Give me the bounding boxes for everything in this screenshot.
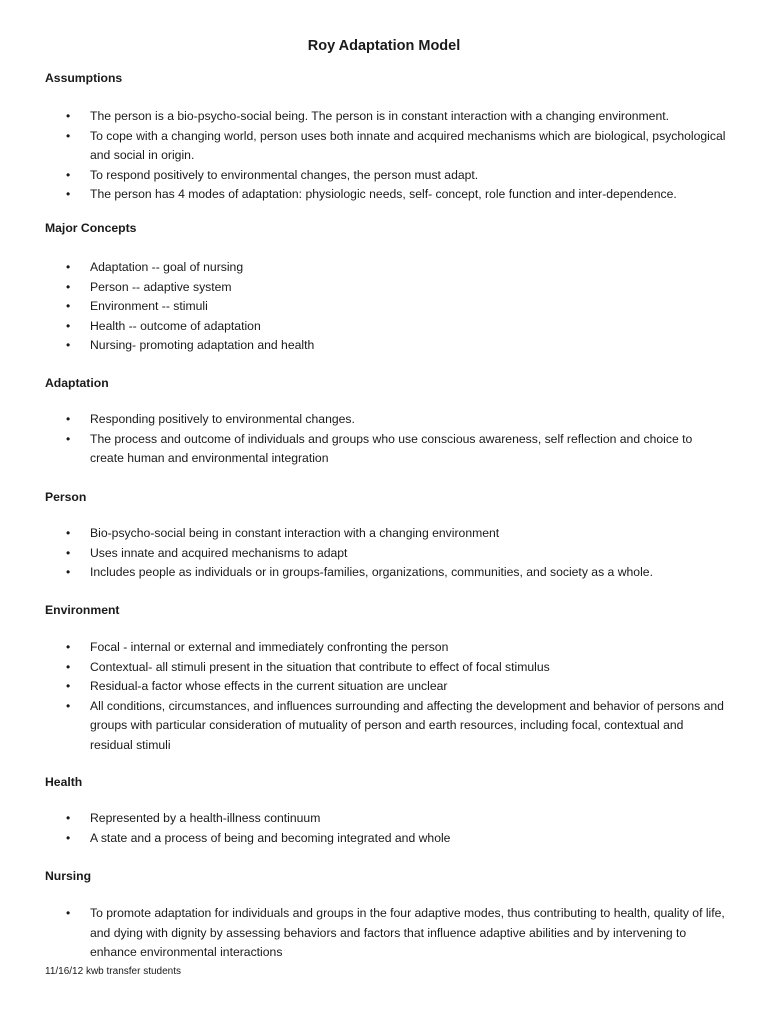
bullet-icon: • bbox=[66, 431, 71, 446]
bullet-icon: • bbox=[66, 526, 71, 540]
bullet-icon: • bbox=[66, 659, 71, 674]
bullet-icon: • bbox=[66, 412, 71, 426]
section-heading-major-concepts: Major Concepts bbox=[45, 221, 137, 235]
bullet-icon: • bbox=[66, 109, 71, 123]
major-concepts-list bbox=[0, 258, 768, 356]
bullet-icon: • bbox=[66, 299, 71, 313]
list-item: • The process and outcome of individuals and groups who use conscious awareness, self reflection and choice to create human and environmental integration bbox=[66, 431, 693, 465]
nursing-list bbox=[0, 904, 768, 963]
document-title: Roy Adaptation Model bbox=[307, 38, 461, 54]
list-item: • All conditions, circumstances, and influences surrounding and affecting the development and behavior of persons and groups with particular consideration of mutuality of person and earth resources, including focal, contextual and residual stimuli bbox=[66, 698, 724, 752]
bullet-icon: • bbox=[66, 187, 71, 201]
list-item: • The person is a bio-psycho-social being. The person is in constant interaction with a changing environment. bbox=[0, 107, 768, 127]
person-list bbox=[0, 524, 768, 583]
environment-list bbox=[0, 638, 768, 755]
list-item: • Residual-a factor whose effects in the current situation are unclear bbox=[0, 677, 768, 697]
section-heading-health: Health bbox=[45, 775, 83, 789]
section-heading-person: Person bbox=[45, 490, 87, 504]
bullet-icon: • bbox=[66, 830, 71, 845]
list-item: • Responding positively to environmental changes. bbox=[0, 410, 768, 430]
list-item: • Bio-psycho-social being in constant interaction with a changing environment bbox=[0, 524, 768, 544]
health-list bbox=[0, 809, 768, 848]
section-heading-environment: Environment bbox=[45, 603, 120, 617]
list-item: • To cope with a changing world, person uses both innate and acquired mechanisms which are biological, psychological and social in origin. bbox=[66, 128, 726, 162]
bullet-icon: • bbox=[66, 128, 71, 143]
section-heading-adaptation: Adaptation bbox=[45, 376, 109, 390]
bullet-icon: • bbox=[66, 260, 71, 274]
bullet-icon: • bbox=[66, 318, 71, 333]
bullet-icon: • bbox=[66, 906, 71, 920]
bullet-icon: • bbox=[66, 640, 71, 654]
bullet-icon: • bbox=[66, 679, 71, 693]
list-item: • Environment -- stimuli bbox=[0, 297, 768, 317]
list-item: • Contextual- all stimuli present in the situation that contribute to effect of focal stimulus bbox=[0, 658, 768, 678]
adaptation-list bbox=[0, 410, 768, 469]
list-item: • Focal - internal or external and immediately confronting the person bbox=[0, 638, 768, 658]
list-item: • To promote adaptation for individuals and groups in the four adaptive modes, thus contributing to health, quality of life, and dying with dignity by assessing behaviors and factors that influence adaptive abilities and by intervening to enhance environmental interactions bbox=[66, 906, 725, 959]
list-item: • Health -- outcome of adaptation bbox=[0, 317, 768, 337]
bullet-icon: • bbox=[66, 279, 71, 294]
list-item: • Person -- adaptive system bbox=[0, 278, 768, 298]
list-item: • Adaptation -- goal of nursing bbox=[0, 258, 768, 278]
bullet-icon: • bbox=[66, 565, 71, 579]
bullet-icon: • bbox=[66, 167, 71, 182]
bullet-icon: • bbox=[66, 545, 71, 560]
bullet-icon: • bbox=[66, 698, 71, 713]
assumptions-list bbox=[0, 107, 768, 205]
list-item: • Includes people as individuals or in groups-families, organizations, communities, and society as a whole. bbox=[0, 563, 768, 583]
list-item: • Nursing- promoting adaptation and health bbox=[0, 336, 768, 356]
section-heading-assumptions: Assumptions bbox=[45, 71, 123, 85]
list-item: • Represented by a health-illness continuum bbox=[0, 809, 768, 829]
list-item: • To respond positively to environmental changes, the person must adapt. bbox=[0, 166, 768, 186]
bullet-icon: • bbox=[66, 338, 71, 352]
page-footer: 11/16/12 kwb transfer students bbox=[45, 966, 182, 977]
bullet-icon: • bbox=[66, 811, 71, 825]
list-item: • Uses innate and acquired mechanisms to adapt bbox=[0, 544, 768, 564]
list-item: • The person has 4 modes of adaptation: physiologic needs, self- concept, role function and inter-dependence. bbox=[0, 185, 768, 205]
section-heading-nursing: Nursing bbox=[45, 869, 92, 883]
list-item: • A state and a process of being and becoming integrated and whole bbox=[0, 829, 768, 849]
